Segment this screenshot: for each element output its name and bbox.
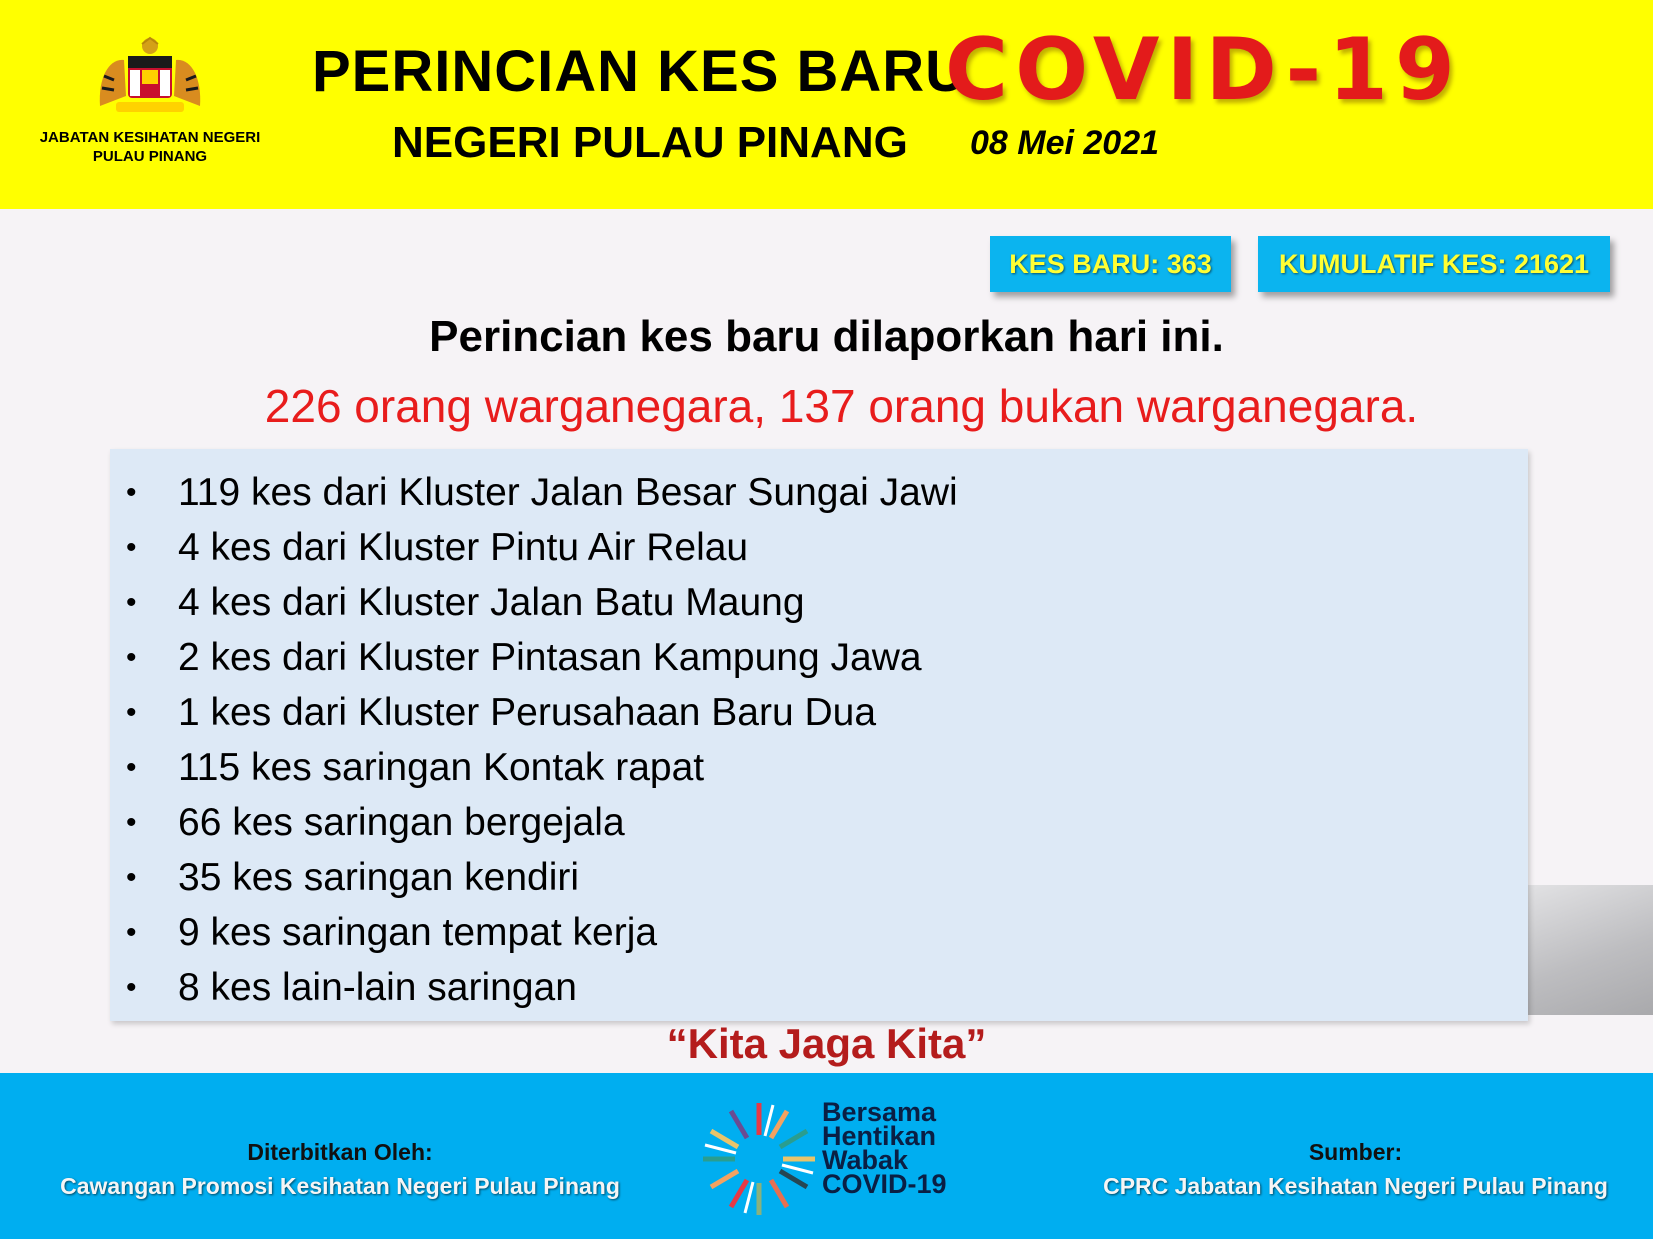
source-label: Sumber: xyxy=(1308,1139,1403,1165)
list-item xyxy=(110,685,1528,740)
campaign-line-1: Bersama xyxy=(822,1097,937,1127)
list-item-text: 66 kes saringan bergejala xyxy=(178,801,625,844)
slogan: “Kita Jaga Kita” xyxy=(666,1020,987,1067)
department-name xyxy=(20,128,280,166)
coat-of-arms-icon xyxy=(90,36,210,120)
campaign-logo xyxy=(700,1098,970,1228)
list-item xyxy=(110,905,1528,960)
bullet-icon: • xyxy=(126,861,137,894)
campaign-line-2: Hentikan xyxy=(822,1121,937,1151)
covid-title: COVID-19 xyxy=(945,20,1462,120)
list-item-text: 4 kes dari Kluster Jalan Batu Maung xyxy=(178,581,805,624)
case-details-panel xyxy=(110,449,1528,1021)
state-name: NEGERI PULAU PINANG xyxy=(392,118,908,167)
list-item-text: 35 kes saringan kendiri xyxy=(178,856,580,899)
list-item-text: 2 kes dari Kluster Pintasan Kampung Jawa xyxy=(178,636,922,679)
starburst-icon xyxy=(700,1100,818,1218)
publisher-block xyxy=(40,1135,640,1203)
footer-banner xyxy=(0,1073,1653,1239)
list-item xyxy=(110,795,1528,850)
list-item-text: 1 kes dari Kluster Perusahaan Baru Dua xyxy=(178,691,877,734)
page-title: PERINCIAN KES BARU xyxy=(312,39,969,104)
header-banner xyxy=(0,0,1653,209)
campaign-text xyxy=(822,1097,947,1199)
source-name: CPRC Jabatan Kesihatan Negeri Pulau Pinang xyxy=(1103,1173,1608,1199)
bullet-icon: • xyxy=(126,476,137,509)
publisher-label: Diterbitkan Oleh: xyxy=(247,1139,433,1165)
campaign-line-3: Wabak xyxy=(822,1145,909,1175)
bullet-icon: • xyxy=(126,586,137,619)
list-item-text: 4 kes dari Kluster Pintu Air Relau xyxy=(178,526,749,569)
bullet-icon: • xyxy=(126,531,137,564)
list-item xyxy=(110,465,1528,520)
bullet-icon: • xyxy=(126,751,137,784)
department-logo-block xyxy=(20,36,280,166)
bullet-icon: • xyxy=(126,641,137,674)
department-line-2: PULAU PINANG xyxy=(92,148,208,165)
list-item-text: 115 kes saringan Kontak rapat xyxy=(178,746,705,789)
list-item-text: 119 kes dari Kluster Jalan Besar Sungai Jawi xyxy=(178,471,958,514)
list-item xyxy=(110,740,1528,795)
list-item xyxy=(110,575,1528,630)
list-item xyxy=(110,520,1528,575)
cumulative-cases-badge: KUMULATIF KES: 21621 xyxy=(1258,236,1610,292)
list-item xyxy=(110,850,1528,905)
bullet-icon: • xyxy=(126,696,137,729)
citizenship-breakdown: 226 orang warganegara, 137 orang bukan warganegara. xyxy=(264,380,1419,432)
publisher-name: Cawangan Promosi Kesihatan Negeri Pulau Pinang xyxy=(60,1173,620,1199)
bullet-icon: • xyxy=(126,971,137,1004)
list-item-text: 8 kes lain-lain saringan xyxy=(178,966,577,1009)
bullet-icon: • xyxy=(126,806,137,839)
campaign-line-4: COVID-19 xyxy=(822,1169,947,1199)
department-line-1: JABATAN KESIHATAN NEGERI xyxy=(39,129,261,146)
details-heading: Perincian kes baru dilaporkan hari ini. xyxy=(429,312,1224,361)
list-item xyxy=(110,630,1528,685)
list-item-text: 9 kes saringan tempat kerja xyxy=(178,911,658,954)
list-item xyxy=(110,960,1528,1015)
new-cases-badge: KES BARU: 363 xyxy=(990,236,1231,292)
case-details-list xyxy=(110,449,1528,1015)
report-date: 08 Mei 2021 xyxy=(970,124,1160,162)
source-block xyxy=(1083,1135,1628,1203)
bullet-icon: • xyxy=(126,916,137,949)
